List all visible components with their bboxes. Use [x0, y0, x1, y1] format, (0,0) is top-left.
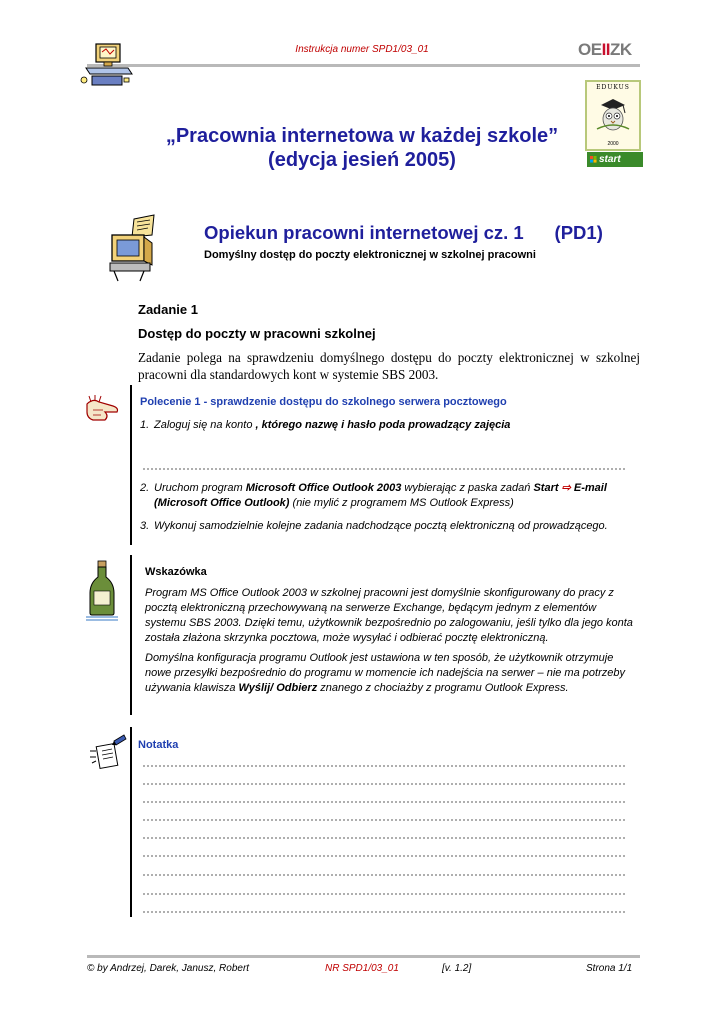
notatka-bar	[130, 727, 132, 917]
footer-code: NR SPD1/03_01	[325, 963, 399, 974]
task-intro: Zadanie polega na sprawdzeniu domyślnego dostępu do poczty elektronicznej w szkolnej pracowni dla standardowych kont w systemie SBS 2003.	[138, 350, 640, 382]
task-label: Zadanie 1	[138, 302, 198, 317]
computer-desk-icon	[80, 40, 136, 90]
note-line-7[interactable]	[142, 874, 627, 876]
footer-page: Strona 1/1	[586, 963, 633, 974]
pointing-hand-icon	[83, 394, 123, 424]
main-title-line1: „Pracownia internetowa w każdej szkole”	[165, 125, 559, 147]
section-subheading: Domyślny dostęp do poczty elektronicznej w szkolnej pracowni	[204, 249, 536, 261]
note-line-5[interactable]	[142, 837, 627, 839]
stamp-label: EDUKUS	[596, 84, 630, 91]
polecenie-title: Polecenie 1 - sprawdzenie dostępu do szkolnego serwera pocztowego	[140, 396, 507, 408]
note-pencil-icon	[88, 733, 130, 775]
task-title: Dostęp do poczty w pracowni szkolnej	[138, 326, 376, 341]
note-line-8[interactable]	[142, 893, 627, 895]
stamp-year: 2000	[607, 141, 619, 147]
note-line-3[interactable]	[142, 801, 627, 803]
wskazowka-title: Wskazówka	[145, 566, 207, 578]
oeiizk-logo: OEIIZK	[578, 40, 632, 59]
step-1: 1. Zaloguj się na konto , którego nazwę i hasło poda prowadzący zajęcia	[140, 419, 511, 431]
footer-authors: © by Andrzej, Darek, Janusz, Robert	[87, 963, 250, 974]
footer-rule	[87, 955, 640, 958]
note-line-9[interactable]	[142, 911, 627, 913]
start-label: start	[599, 154, 621, 165]
step-3: 3. Wykonuj samodzielnie kolejne zadania nadchodzące pocztą elektroniczną od prowadzącego.	[140, 520, 608, 532]
header-instruction: Instrukcja numer SPD1/03_01	[295, 44, 429, 55]
footer-version: [v. 1.2]	[442, 963, 472, 974]
dotted-line	[142, 468, 627, 470]
polecenie-bar	[130, 385, 132, 545]
section-heading: Opiekun pracowni internetowej cz. 1 (PD1)	[204, 222, 603, 243]
wskazowka-p1: Program MS Office Outlook 2003 w szkolnej pracowni jest domyślnie skonfigurowany do pracy z pocztą elektroniczną przechowywaną na serwerze Exchange, będącym jednym z elementów systemu SBS 2003. Dzięki temu, użytkownik bezpośrednio po zalogowaniu, jeśli tylko dla jego konta została złażona skrzynka pocztowa, może wysyłać i odbierać pocztę elektroniczną.	[145, 587, 633, 644]
step-2: 2. Uruchom program Microsoft Office Outlook 2003 wybierając z paska zadań Start ⇨ E-mail (Microsoft Office Outlook) (nie mylić z programem MS Outlook Express)	[140, 482, 607, 509]
header-rule	[87, 64, 640, 67]
wskazowka-p2: Domyślna konfiguracja programu Outlook jest ustawiona w ten sposób, że użytkownik otrzymuje nowe przesyłki bezpośrednio do programu w momencie ich nadejścia na serwer – nie ma potrzeby używania klawisza Wyślij/ Odbierz znanego z chociażby z programu Outlook Express.	[145, 652, 625, 694]
message-bottle-icon	[84, 559, 120, 621]
notatka-title: Notatka	[138, 739, 179, 751]
wskazowka-bar	[130, 555, 132, 715]
note-line-1[interactable]	[142, 765, 627, 767]
person-computer-icon	[104, 213, 168, 283]
note-line-4[interactable]	[142, 819, 627, 821]
main-title-line2: (edycja jesień 2005)	[268, 149, 456, 171]
note-line-2[interactable]	[142, 783, 627, 785]
note-line-6[interactable]	[142, 855, 627, 857]
